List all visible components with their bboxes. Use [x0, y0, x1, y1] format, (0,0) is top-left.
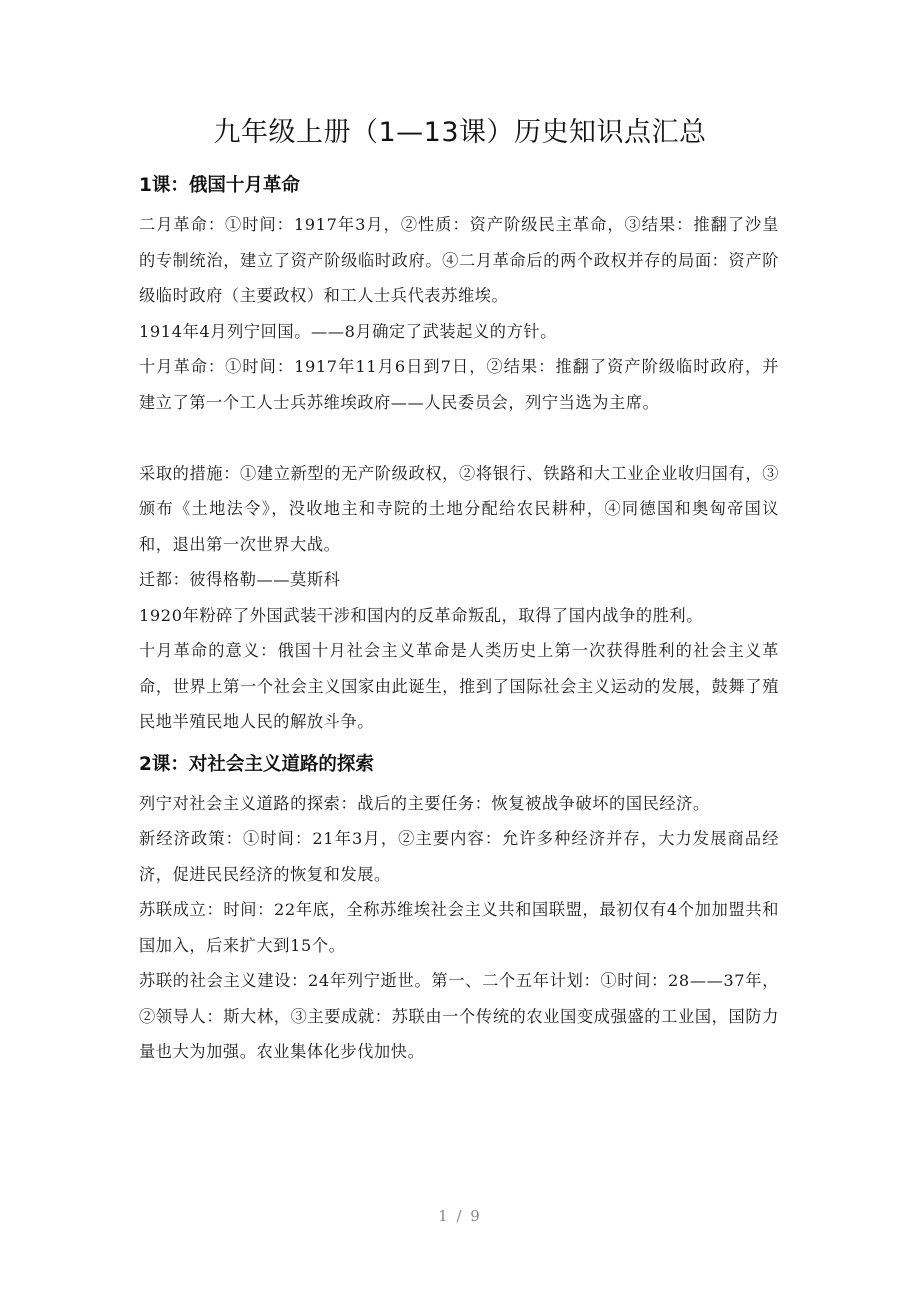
paragraph: 1914年4月列宁回国。——8月确定了武装起义的方针。	[139, 321, 557, 341]
section-heading: 1课：俄国十月革命	[139, 175, 300, 196]
section-lesson-1	[139, 167, 779, 740]
paragraph: 苏联成立：时间：22年底，全称苏维埃社会主义共和国联盟，最初仅有4个加加盟共和国加入，后来扩大到15个。	[139, 900, 779, 955]
blank-line	[139, 420, 779, 456]
paragraph: 采取的措施：①建立新型的无产阶级政权，②将银行、铁路和大工业企业收归国有，③颁布《土地法令》，没收地主和寺院的土地分配给农民耕种，④同德国和奥匈帝国议和，退出第一次世界大战。	[139, 463, 779, 554]
paragraph: 二月革命：①时间：1917年3月，②性质：资产阶级民主革命，③结果：推翻了沙皇的专制统治，建立了资产阶级临时政府。④二月革命后的两个政权并存的局面：资产阶级临时政府（主要政权）和工人士兵代表苏维埃。	[139, 215, 779, 305]
paragraph: 迁都：彼得格勒——莫斯科	[139, 570, 341, 589]
paragraph: 十月革命的意义：俄国十月社会主义革命是人类历史上第一次获得胜利的社会主义革命，世界上第一个社会主义国家由此诞生，推到了国际社会主义运动的发展，鼓舞了殖民地半殖民地人民的解放斗争。	[139, 641, 779, 731]
section-heading: 2课：对社会主义道路的探索	[139, 753, 374, 775]
document-body	[139, 167, 779, 1070]
paragraph: 新经济政策：①时间：21年3月，②主要内容：允许多种经济并存，大力发展商品经济，促进民民经济的恢复和发展。	[139, 829, 779, 884]
paragraph: 1920年粉碎了外国武装干涉和国内的反革命叛乱，取得了国内战争的胜利。	[139, 605, 704, 625]
paragraph: 十月革命：①时间：1917年11月6日到7日，②结果：推翻了资产阶级临时政府，并建立了第一个工人士兵苏维埃政府——人民委员会，列宁当选为主席。	[139, 357, 779, 412]
document-title: 九年级上册（1—13课）历史知识点汇总	[213, 117, 707, 148]
section-lesson-2	[139, 746, 779, 1070]
paragraph: 列宁对社会主义道路的探索：战后的主要任务：恢复被战争破坏的国民经济。	[139, 793, 710, 813]
page-number: 1 / 9	[438, 1207, 482, 1225]
paragraph: 苏联的社会主义建设：24年列宁逝世。第一、二个五年计划：①时间：28——37年，②领导人：斯大林，③主要成就：苏联由一个传统的农业国变成强盛的工业国，国防力量也大为加强。农业集体化步伐加快。	[139, 971, 779, 1061]
